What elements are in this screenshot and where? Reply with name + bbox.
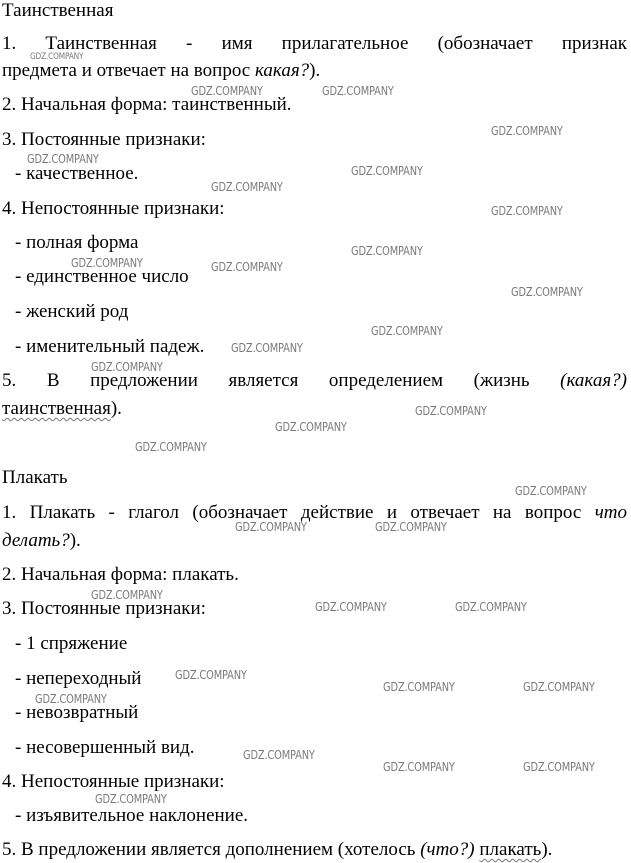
section-title-1: Таинственная (2, 0, 114, 21)
watermark: GDZ.COMPANY (375, 520, 447, 534)
s2-point1-close: ). (69, 530, 81, 551)
s2-point1-text: 1. Плакать - глагол (обозначает действие и отвечает на вопрос (2, 502, 595, 523)
watermark: GDZ.COMPANY (243, 748, 315, 762)
watermark: GDZ.COMPANY (523, 760, 595, 774)
s1-point1-question: какая? (254, 60, 310, 81)
watermark: GDZ.COMPANY (455, 600, 527, 614)
s2-point5-word: плакать (479, 839, 542, 860)
watermark: GDZ.COMPANY (211, 260, 283, 274)
s1-point1-text: предмета и отвечает на вопрос (2, 60, 255, 81)
s2-point4: 4. Непостоянные признаки: (2, 771, 225, 792)
watermark: GDZ.COMPANY (523, 680, 595, 694)
s1-point4-item: - женский род (15, 301, 129, 322)
s1-point1-line1: 1. Таинственная - имя прилагательное (обозначает признак (2, 33, 627, 54)
section-title-2: Плакать (2, 467, 68, 488)
s2-point3-item: - 1 спряжение (15, 633, 128, 654)
s2-point1-question-b: делать? (2, 530, 70, 551)
watermark: GDZ.COMPANY (383, 680, 455, 694)
watermark: GDZ.COMPANY (135, 440, 207, 454)
s1-point1-close: ). (309, 60, 321, 81)
s1-point3: 3. Постоянные признаки: (2, 129, 206, 150)
watermark: GDZ.COMPANY (371, 324, 443, 338)
watermark: GDZ.COMPANY (415, 404, 487, 418)
watermark: GDZ.COMPANY (35, 692, 107, 706)
s2-point3-item: - непереходный (15, 668, 142, 689)
s1-point5-close: ). (110, 398, 122, 419)
s2-point1-question-a: что (594, 502, 627, 523)
watermark: GDZ.COMPANY (491, 204, 563, 218)
s2-point5-close: ). (541, 839, 553, 860)
watermark: GDZ.COMPANY (383, 760, 455, 774)
s2-point4-item: - изъявительное наклонение. (15, 805, 249, 826)
watermark: GDZ.COMPANY (175, 668, 247, 682)
watermark: GDZ.COMPANY (95, 792, 167, 806)
watermark: GDZ.COMPANY (275, 420, 347, 434)
watermark: GDZ.COMPANY (71, 256, 143, 270)
watermark: GDZ.COMPANY (91, 360, 163, 374)
s1-point5-question: (какая?) (560, 370, 627, 391)
watermark: GDZ.COMPANY (491, 124, 563, 138)
s2-point3-item: - невозвратный (15, 702, 139, 723)
s1-point5-word: таинственная (2, 398, 111, 419)
watermark: GDZ.COMPANY (315, 600, 387, 614)
s1-point1-line2 (2, 60, 627, 82)
watermark: GDZ.COMPANY (351, 244, 423, 258)
watermark: GDZ.COMPANY (191, 84, 263, 98)
watermark: GDZ.COMPANY (515, 484, 587, 498)
s2-point5-question: (что?) (420, 839, 475, 860)
s1-point3-item: - качественное. (15, 163, 139, 184)
s1-point4: 4. Непостоянные признаки: (2, 198, 225, 219)
s1-point5-text: 5. В предложении является определением (жизнь (2, 370, 561, 391)
watermark: GDZ.COMPANY (511, 285, 583, 299)
s1-point4-item: - полная форма (15, 232, 139, 253)
watermark: GDZ.COMPANY (211, 180, 283, 194)
watermark: GDZ.COMPANY (322, 84, 394, 98)
s1-point4-item: - единственное число (15, 266, 189, 287)
s2-point3-item: - несовершенный вид. (15, 737, 195, 758)
s2-point5-text: 5. В предложении является дополнением (хотелось (2, 839, 421, 860)
s2-point2: 2. Начальная форма: плакать. (2, 564, 239, 585)
s2-point3: 3. Постоянные признаки: (2, 598, 206, 619)
watermark: GDZ.COMPANY (235, 520, 307, 534)
s2-point1-line2 (2, 530, 627, 552)
s2-point1-line1 (2, 502, 627, 524)
watermark: GDZ.COMPANY (351, 164, 423, 178)
watermark: GDZ.COMPANY (27, 152, 99, 166)
watermark: GDZ.COMPANY (30, 52, 84, 62)
s1-point2: 2. Начальная форма: таинственный. (2, 94, 292, 115)
s1-point4-item: - именительный падеж. (15, 336, 205, 357)
watermark: GDZ.COMPANY (231, 341, 303, 355)
s1-point5-line2 (2, 398, 627, 420)
s2-point5 (2, 839, 627, 861)
watermark: GDZ.COMPANY (91, 588, 163, 602)
